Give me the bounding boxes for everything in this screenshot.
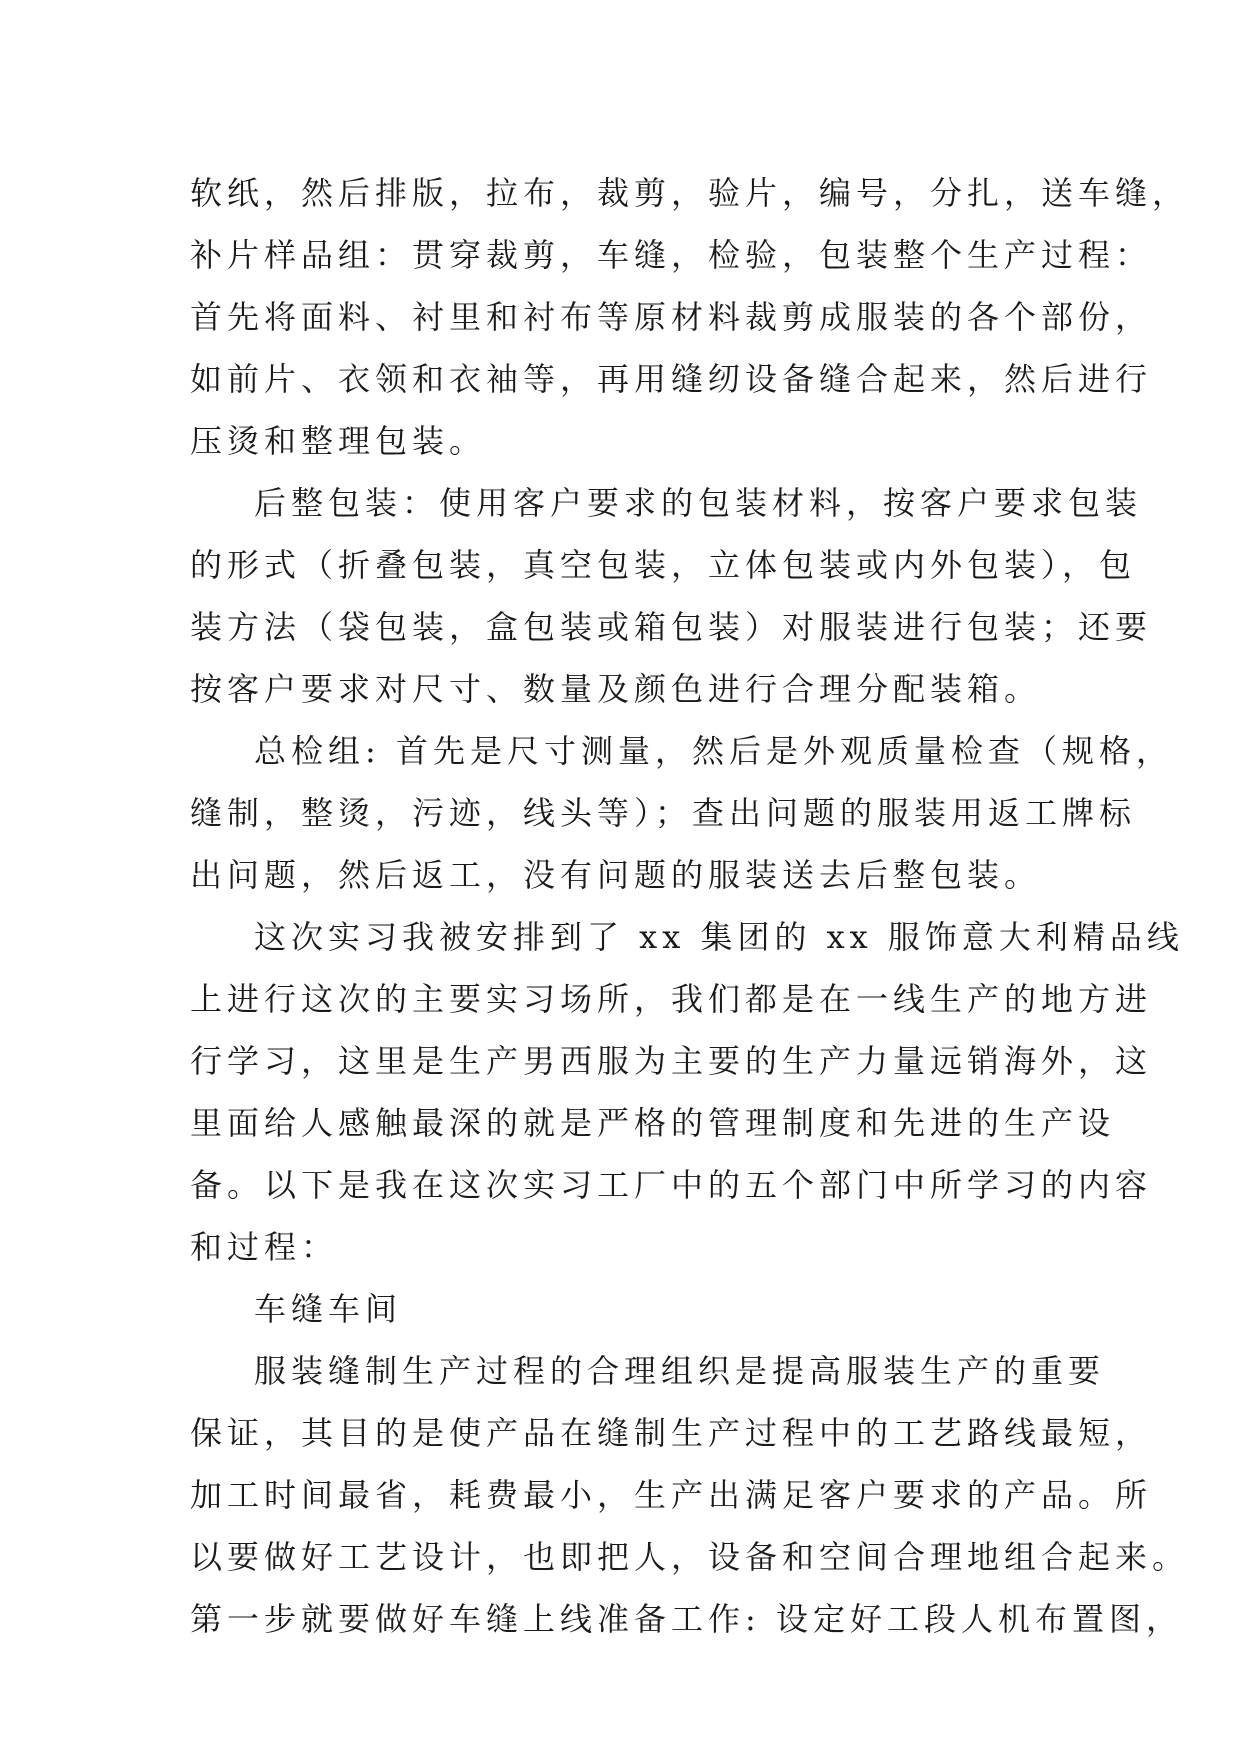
text-line: 缝制，整烫，污迹，线头等）；查出问题的服装用返工牌标 xyxy=(190,794,1137,832)
paragraph-start-line: 这次实习我被安排到了 xx 集团的 xx 服饰意大利精品线 xyxy=(254,918,1184,956)
text-line: 和过程： xyxy=(190,1228,339,1266)
text-line: 里面给人感触最深的就是严格的管理制度和先进的生产设 xyxy=(190,1104,1116,1142)
text-line: 首先将面料、衬里和衬布等原材料裁剪成服装的各个部份， xyxy=(190,298,1153,336)
text-line: 上进行这次的主要实习场所，我们都是在一线生产的地方进 xyxy=(190,980,1153,1018)
paragraph-start-line: 后整包装：使用客户要求的包装材料，按客户要求包装 xyxy=(254,484,1143,522)
text-line: 的形式（折叠包装，真空包装，立体包装或内外包装），包 xyxy=(190,546,1137,584)
text-line: 压烫和整理包装。 xyxy=(190,422,487,460)
text-line: 补片样品组：贯穿裁剪，车缝，检验，包装整个生产过程： xyxy=(190,236,1153,274)
document-body xyxy=(190,162,1190,1650)
text-line: 出问题，然后返工，没有问题的服装送去后整包装。 xyxy=(190,856,1042,894)
text-line: 行学习，这里是生产男西服为主要的生产力量远销海外，这 xyxy=(190,1042,1153,1080)
text-line: 加工时间最省，耗费最小，生产出满足客户要求的产品。所 xyxy=(190,1476,1153,1514)
paragraph-start-line: 总检组: 首先是尺寸测量，然后是外观质量检查（规格， xyxy=(254,732,1173,770)
text-line: 按客户要求对尺寸、数量及颜色进行合理分配装箱。 xyxy=(190,670,1042,708)
text-line: 软纸，然后排版，拉布，裁剪，验片，编号，分扎，送车缝， xyxy=(190,174,1190,212)
text-line: 如前片、衣领和衣袖等，再用缝纫设备缝合起来，然后进行 xyxy=(190,360,1153,398)
text-line: 以要做好工艺设计，也即把人，设备和空间合理地组合起来。 xyxy=(190,1538,1190,1576)
text-line: 保证，其目的是使产品在缝制生产过程中的工艺路线最短， xyxy=(190,1414,1153,1452)
text-line: 备。以下是我在这次实习工厂中的五个部门中所学习的内容 xyxy=(190,1166,1153,1204)
section-heading: 车缝车间 xyxy=(254,1290,403,1328)
text-line: 第一步就要做好车缝上线准备工作: 设定好工段人机布置图， xyxy=(190,1600,1183,1638)
paragraph-start-line: 服装缝制生产过程的合理组织是提高服装生产的重要 xyxy=(254,1352,1106,1390)
text-line: 装方法（袋包装，盒包装或箱包装）对服装进行包装；还要 xyxy=(190,608,1153,646)
